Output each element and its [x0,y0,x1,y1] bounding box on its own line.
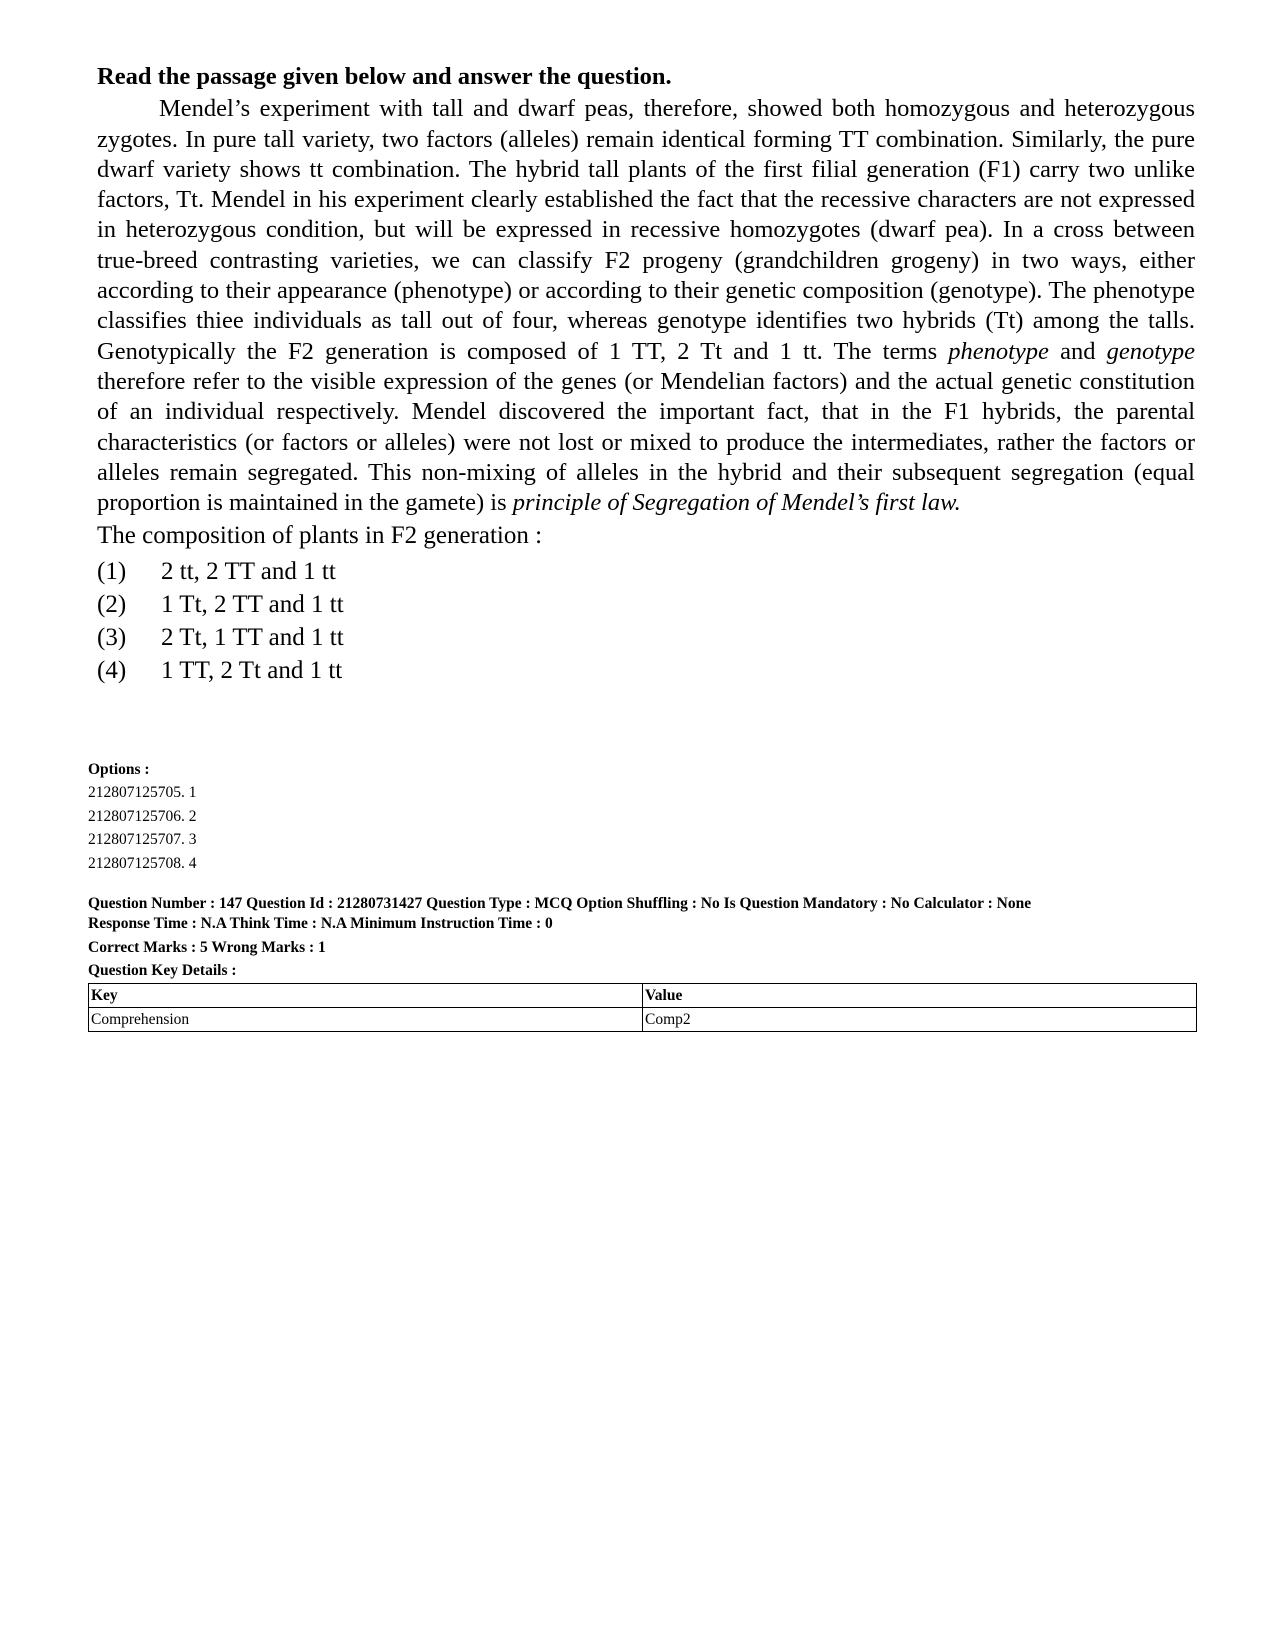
table-cell-value: Comp2 [643,1008,1197,1032]
term-phenotype: phenotype [948,337,1049,365]
table-header-row [89,984,1197,1008]
choice-1 [97,555,1195,588]
passage-text-part-1: Mendel’s experiment with tall and dwarf peas, therefore, showed both homozygous and heterozygous zygotes. In pure tall variety, two factors (alleles) remain identical forming TT combination. Similarly, the pure dwarf variety shows tt combination. The hybrid tall plants of the first filial generation (F1) carry two unlike factors, Tt. Mendel in his experiment clearly established the fact that the recessive characters are not expressed in heterozygous condition, but will be expressed in recessive homozygotes (dwarf pea). In a cross between true-breed contrasting varieties, we can classify F2 progeny (grandchildren grogeny) in two ways, either according to their appearance (phenotype) or according to their genetic composition (genotype). The phenotype classifies thiee individuals as tall out of four, whereas genotype identifies two hybrids (Tt) among the talls. Genotypically the F2 generation is composed of 1 TT, 2 Tt and 1 tt. The terms [97,95,1195,365]
choice-number: (1) [97,557,127,585]
question-meta [88,758,1198,1032]
question-details-line-2: Response Time : N.A Think Time : N.A Minimum Instruction Time : 0 [88,914,553,932]
choice-4 [97,654,1195,687]
key-details-label: Question Key Details : [88,962,237,979]
option-item-3: 212807125707. 3 [88,831,197,848]
passage-heading: Read the passage given below and answer the question. [97,63,672,90]
table-cell-key: Comprehension [89,1008,643,1032]
passage-block [97,62,1195,687]
choice-list [97,555,1195,687]
question-details-line-1: Question Number : 147 Question Id : 21280731427 Question Type : MCQ Option Shuffling : No Is Question Mandatory : No Calculator : None [88,895,1032,912]
passage-text-part-3: therefore refer to the visible expression of the genes (or Mendelian factors) and the actual genetic constitution of an individual respectively. Mendel discovered the important fact, that in the F1 hybrids, the parental characteristics (or factors or alleles) were not lost or mixed to produce the intermediates, rather the factors or alleles remain segregated. This non-mixing of alleles in the hybrid and their subsequent segregation (equal proportion is maintained in the gamete) is [97,367,1195,517]
options-label: Options : [88,761,150,778]
option-item-4: 212807125708. 4 [88,854,197,872]
choice-number: (3) [97,623,127,651]
term-principle: principle of Segregation of Mendel’s first law. [512,489,961,517]
choice-2 [97,588,1195,621]
choice-text: 1 TT, 2 Tt and 1 tt [161,656,343,684]
table-row [89,1008,1197,1032]
question-details [88,894,1198,933]
choice-number: (2) [97,590,127,618]
choice-text: 2 tt, 2 TT and 1 tt [161,557,336,585]
choice-3 [97,621,1195,654]
choice-number: (4) [97,656,127,684]
key-table [88,983,1197,1032]
option-item-1: 212807125705. 1 [88,784,197,801]
marks-line: Correct Marks : 5 Wrong Marks : 1 [88,939,326,956]
table-header-value: Value [643,984,1197,1008]
table-header-key: Key [89,984,643,1008]
choice-text: 1 Tt, 2 TT and 1 tt [161,590,344,618]
question-text: The composition of plants in F2 generation : [97,522,543,550]
term-genotype: genotype [1106,337,1196,365]
passage-text-part-2: and [1060,337,1096,365]
choice-text: 2 Tt, 1 TT and 1 tt [161,623,344,651]
passage-body [97,94,1195,518]
option-item-2: 212807125706. 2 [88,807,197,825]
